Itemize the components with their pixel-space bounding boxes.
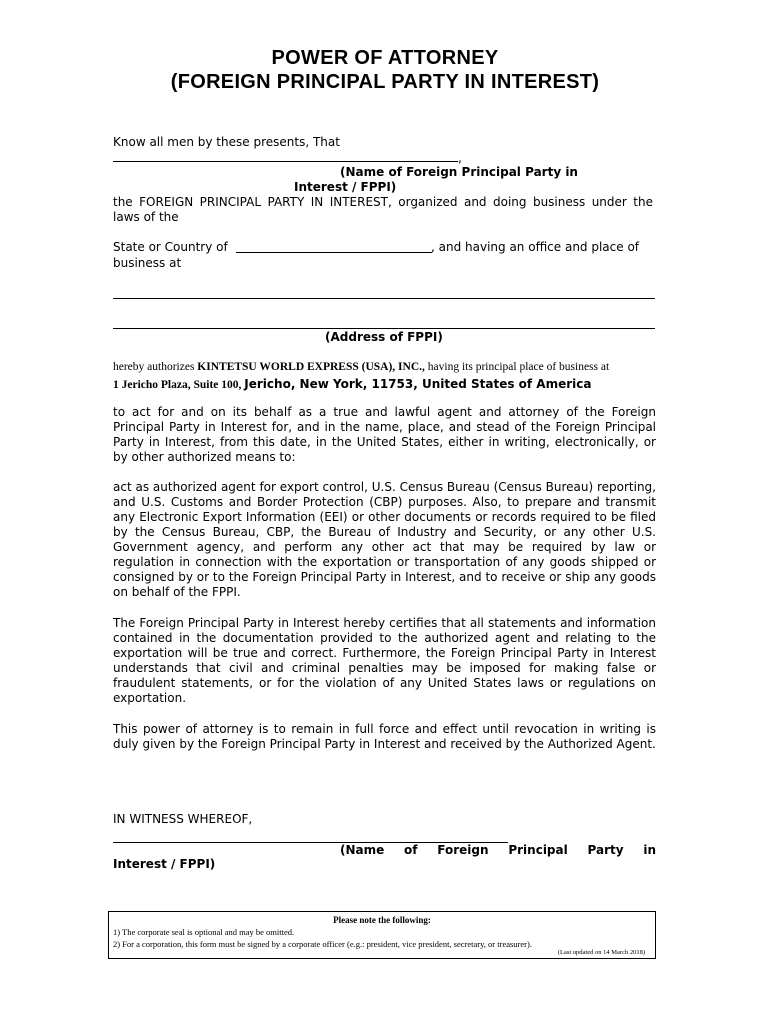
- note-box: [108, 911, 656, 959]
- agent-name: KINTETSU WORLD EXPRESS (USA), INC.,: [197, 361, 425, 373]
- witness-heading: IN WITNESS WHEREOF,: [113, 812, 253, 826]
- document-title-line1: POWER OF ATTORNEY: [271, 47, 499, 69]
- principal-place-text: having its principal place of business at: [424, 361, 610, 373]
- act-as-agent-paragraph: act as authorized agent for export control, U.S. Census Bureau (Census Bureau) reporting, and U.S. Customs and Border Protection (CBP) purposes. Also, to prepare and transmit any Electronic Export Information (EEI) or other documents or records required to be filed by the Census Bureau, CBP, the Bureau of Industry and Security, or any other U.S. Government agency, and perform any other act that may be required by law or regulation in connection with the exportation or transportation of any goods shipped or consigned by or to the Foreign Principal Party in Interest, and to receive or ship any goods on behalf of the FPPI.: [113, 480, 656, 599]
- witness-name-label-line2: Interest / FPPI): [113, 857, 216, 871]
- address-line-1[interactable]: [113, 298, 655, 299]
- state-suffix: , and having an office and place of: [431, 240, 640, 254]
- fppi-name-label-line2: Interest / FPPI): [294, 180, 397, 194]
- agent-address-b: Jericho, New York, 11753, United States of America: [244, 377, 592, 391]
- note-item-2: 2) For a corporation, this form must be signed by a corporate officer (e.g.: president, vice president, secretary, or treasurer).: [113, 939, 532, 949]
- fppi-name-line[interactable]: [113, 161, 458, 162]
- fppi-name-label-line1: (Name of Foreign Principal Party in: [340, 165, 578, 179]
- business-at-text: business at: [113, 256, 182, 270]
- state-country-line[interactable]: [236, 252, 432, 253]
- authorization-prefix: hereby authorizes: [113, 361, 198, 373]
- last-updated: (Last updated on 14 March 2018): [557, 949, 645, 956]
- note-item-1: 1) The corporate seal is optional and may be omitted.: [113, 927, 295, 937]
- know-all-text: Know all men by these presents, That: [113, 135, 340, 149]
- address-line-2[interactable]: [113, 328, 655, 329]
- fppi-name-comma: ,: [458, 151, 462, 165]
- document-title-line2: (FOREIGN PRINCIPAL PARTY IN INTEREST): [170, 71, 600, 93]
- address-label: (Address of FPPI): [325, 330, 443, 344]
- organized-text: the FOREIGN PRINCIPAL PARTY IN INTEREST, organized and doing business under the laws of the: [113, 195, 653, 224]
- agent-address-a: 1 Jericho Plaza, Suite 100,: [113, 379, 245, 391]
- act-on-behalf-paragraph: to act for and on its behalf as a true and lawful agent and attorney of the Foreign Principal Party in Interest for, and in the name, place, and stead of the Foreign Principal Party in Interest, from this date, in the United States, either in writing, electronically, or by other authorized means to:: [113, 405, 656, 464]
- remain-in-force-paragraph: This power of attorney is to remain in full force and effect until revocation in writing is duly given by the Foreign Principal Party in Interest and received by the Authorized Agent.: [113, 722, 656, 751]
- authorization-line1: [113, 360, 609, 374]
- authorization-line2: [113, 375, 591, 393]
- certifies-paragraph: The Foreign Principal Party in Interest hereby certifies that all statements and information contained in the documentation provided to the authorized agent and relating to the exportation will be true and correct. Furthermore, the Foreign Principal Party in Interest understands that civil and criminal penalties may be imposed for making false or fraudulent statements, or for the violation of any United States laws or regulations on exportation.: [113, 616, 656, 705]
- state-prefix: State or Country of: [113, 240, 228, 254]
- note-heading: Please note the following:: [333, 915, 431, 925]
- witness-name-label-line1: (Name of Foreign Principal Party in: [340, 843, 656, 857]
